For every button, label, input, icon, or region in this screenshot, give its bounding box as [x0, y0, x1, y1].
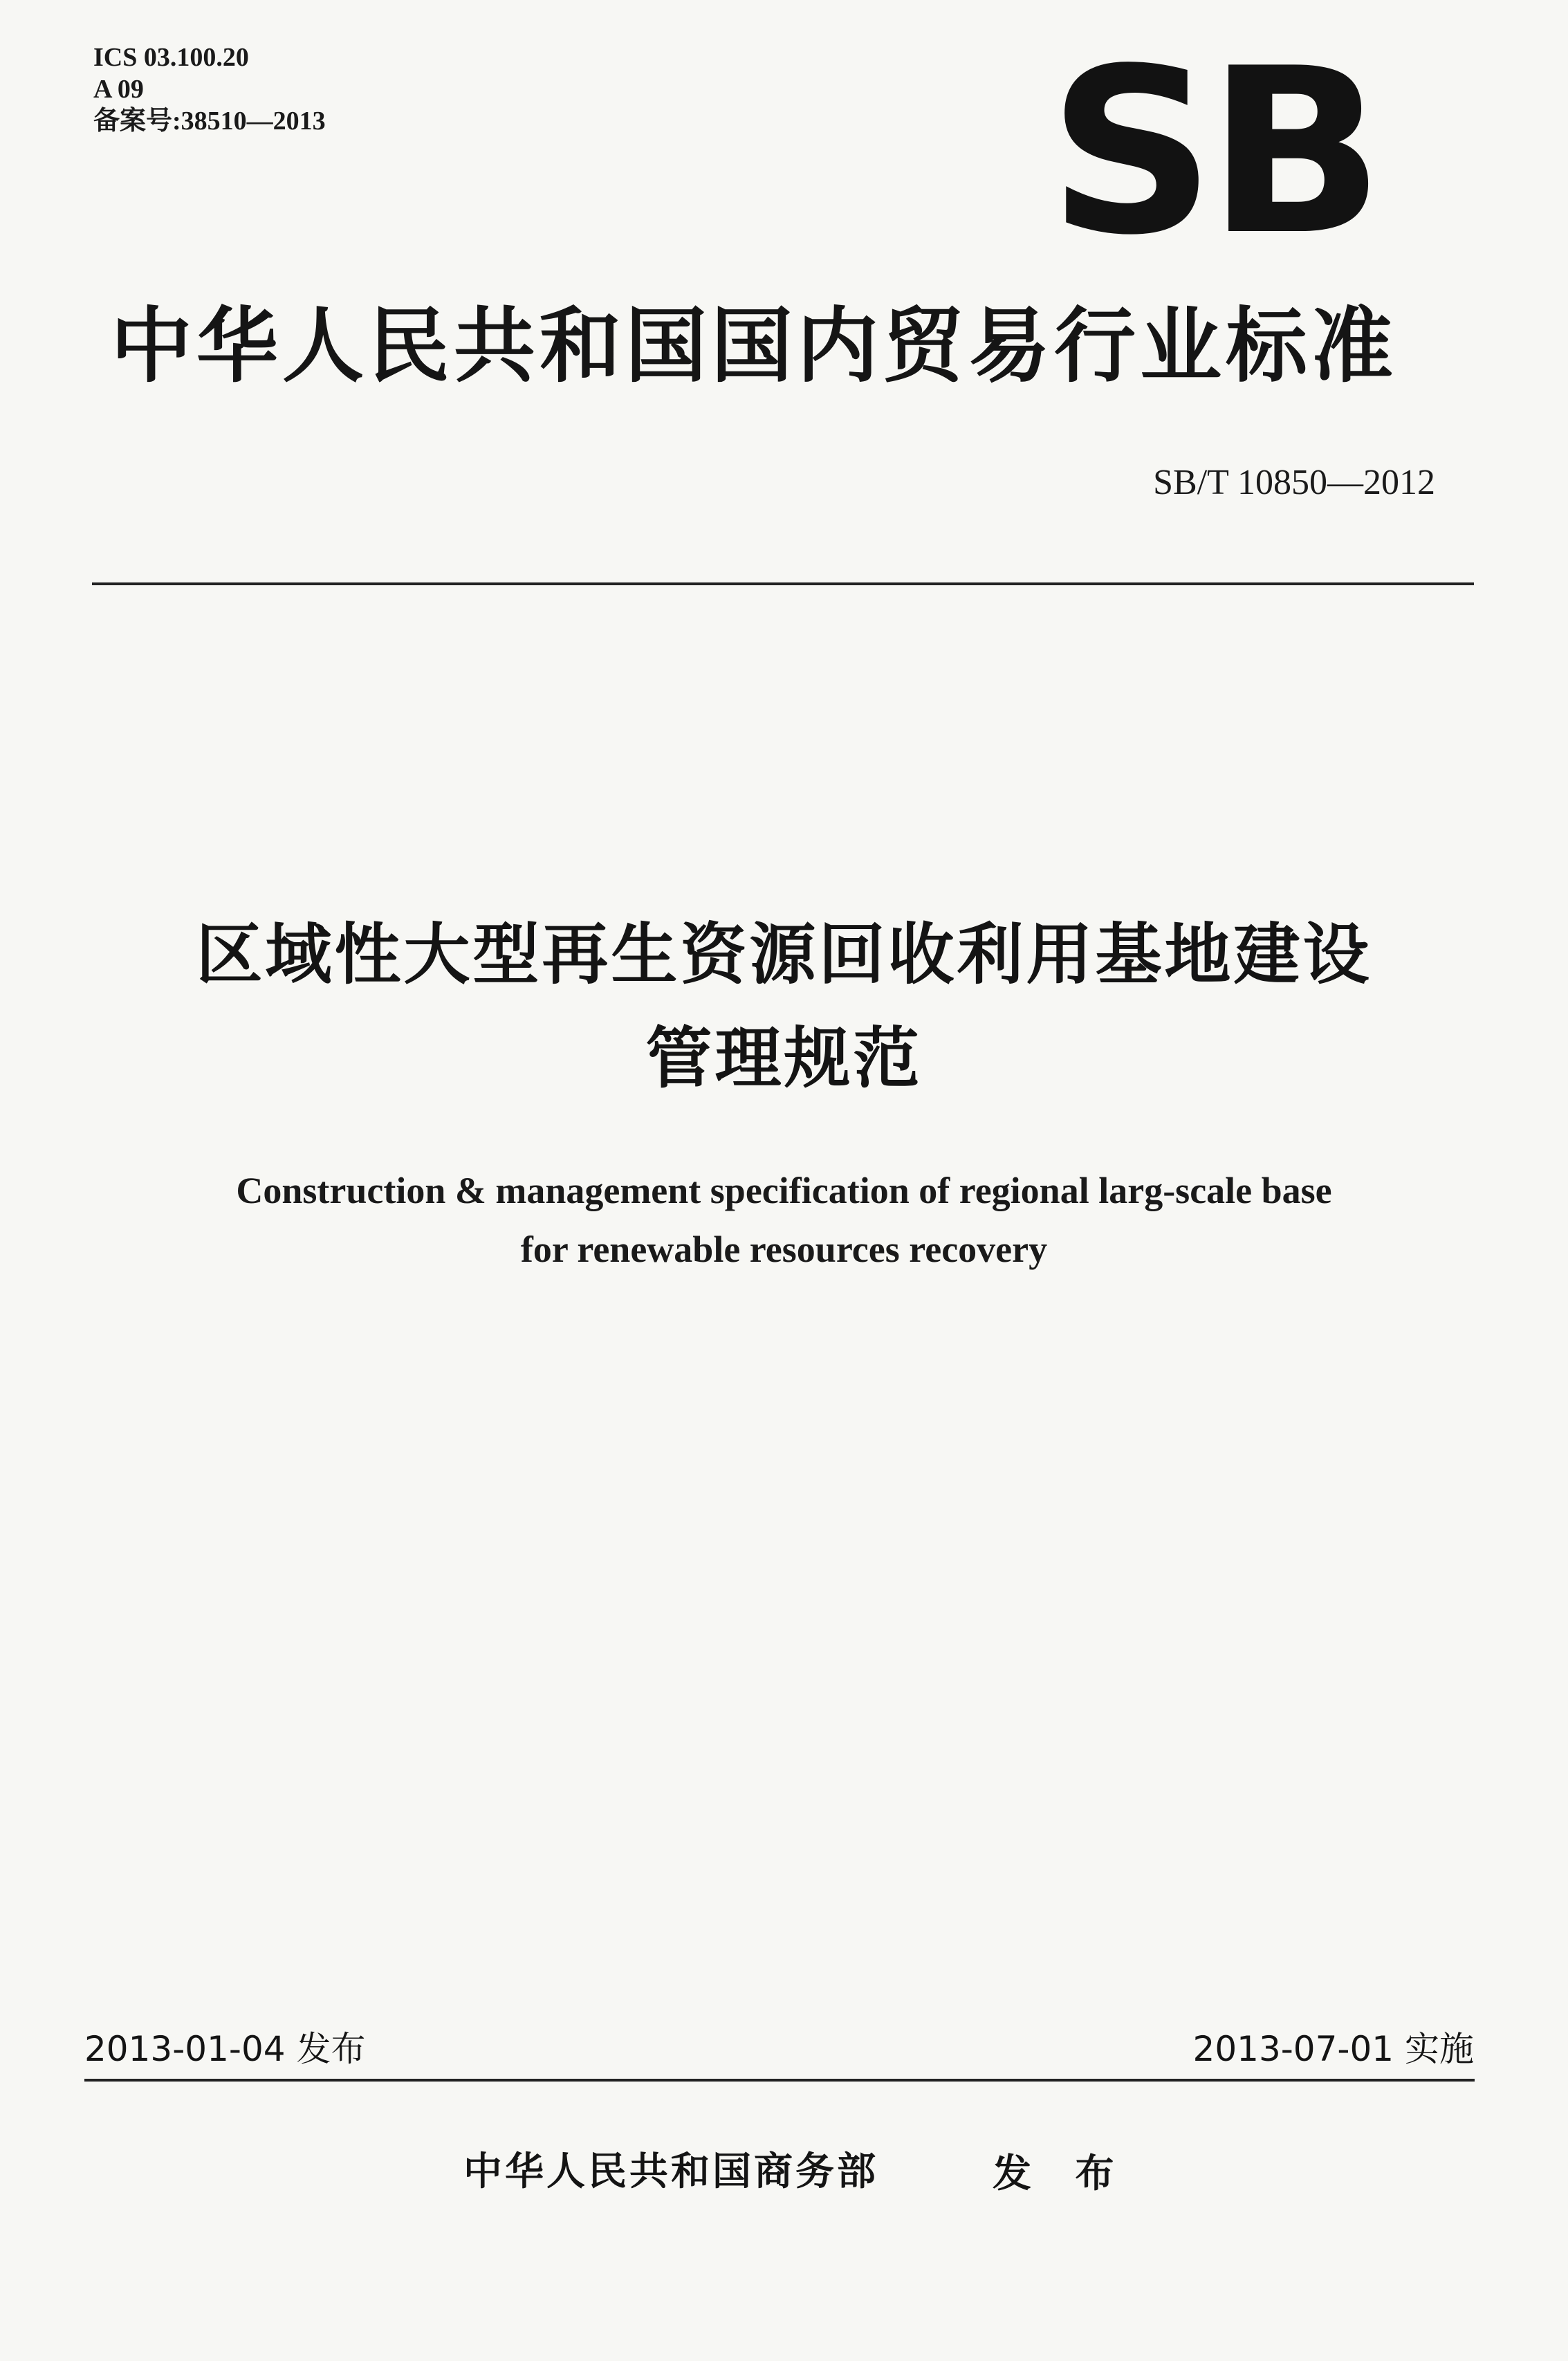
bottom-divider: [84, 2079, 1475, 2082]
filing-number: 备案号:38510—2013: [93, 107, 326, 136]
title-en-line2: for renewable resources recovery: [520, 1229, 1048, 1270]
standard-number: SB/T 10850—2012: [1153, 463, 1435, 502]
ics-code: ICS 03.100.20: [93, 43, 249, 72]
org-title: 中华人民共和国国内贸易行业标准: [111, 298, 1398, 394]
sb-logo: SB: [1048, 19, 1376, 285]
implementation-date: 2013-07-01 实施: [1192, 2029, 1474, 2069]
publisher: 中华人民共和国商务部: [463, 2149, 878, 2194]
title-en-line1: Construction & management specification of regional larg-scale base: [236, 1170, 1332, 1211]
metadata-block: [93, 42, 326, 137]
publish-label: 发 布: [993, 2151, 1129, 2196]
issue-date: 2013-01-04 发布: [84, 2029, 366, 2069]
title-cn-line2: 管理规范: [645, 1020, 923, 1097]
class-code: A 09: [93, 75, 144, 104]
title-cn-line1: 区域性大型再生资源回收利用基地建设: [196, 916, 1372, 993]
top-divider: [92, 582, 1474, 585]
